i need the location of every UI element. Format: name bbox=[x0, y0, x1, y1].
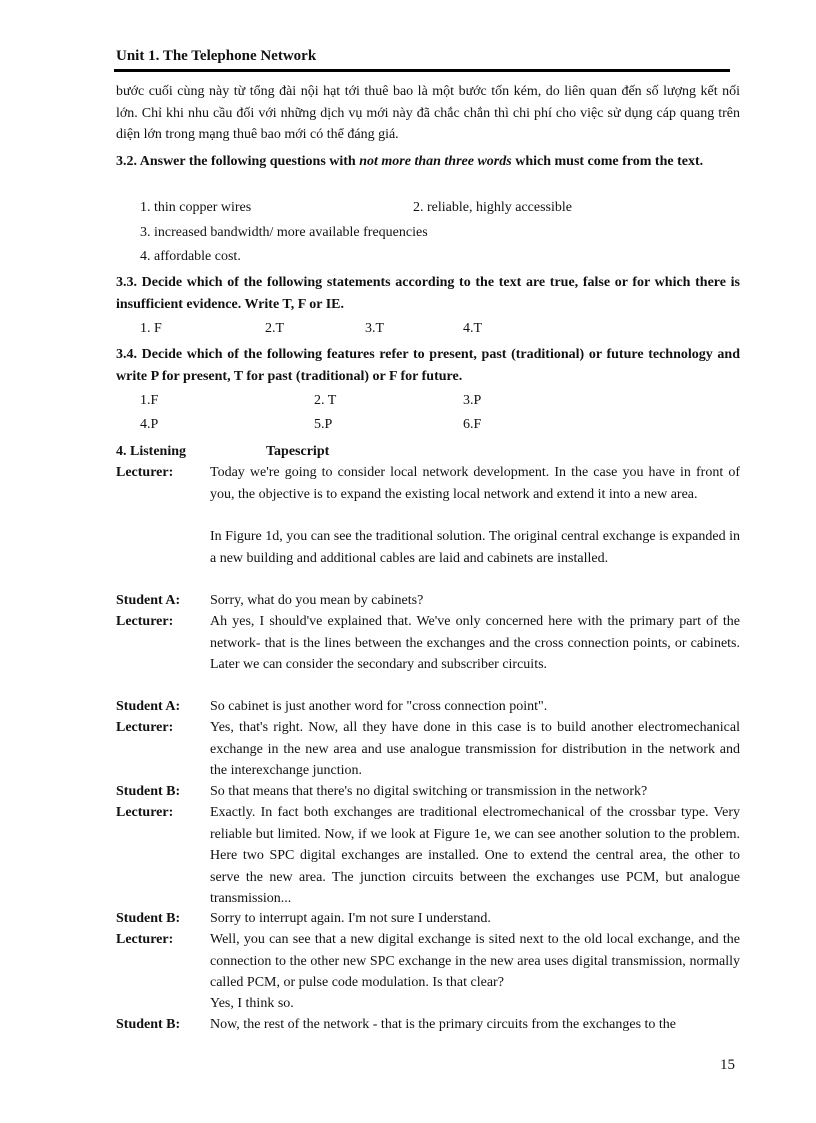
dialogue-speaker: Student B: bbox=[116, 1017, 181, 1032]
section-3-2-heading-end: which must come from the text. bbox=[511, 154, 704, 169]
dialogue-speaker: Lecturer: bbox=[116, 465, 174, 480]
section-3-4-heading: 3.4. Decide which of the following features refer to present, past (traditional) or future technology and write P for present, T for past (traditional) or F for future. bbox=[116, 347, 740, 384]
dialogue-speaker: Student B: bbox=[116, 784, 181, 799]
intro-paragraph: bước cuối cùng này từ tổng đài nội hạt tới thuê bao là một bước tốn kém, do liên quan đến số lượng kết nối lớn. Chỉ khi nhu cầu đối với những dịch vụ mới này đã chắc chắn thì chi phí cho việc sử dụng cáp quang trên diện lớn trong mạng thuê bao mới có thể đáng giá. bbox=[116, 84, 740, 142]
answer-3-4-6: 6.F bbox=[463, 417, 482, 432]
dialogue-line: Yes, I think so. bbox=[210, 996, 294, 1011]
dialogue-line: In Figure 1d, you can see the traditional solution. The original central exchange is expanded in a new building and additional cables are laid and cabinets are installed. bbox=[210, 529, 740, 566]
dialogue-line: Well, you can see that a new digital exchange is sited next to the old local exchange, and the connection to the other new SPC exchange in the new area uses digital transmission, normally called PCM, or pulse code modulation. Is that clear? bbox=[210, 932, 740, 990]
dialogue-line: Now, the rest of the network - that is the primary circuits from the exchanges to the bbox=[210, 1017, 677, 1032]
answer-3-4-2: 2. T bbox=[314, 393, 337, 408]
dialogue-speaker: Lecturer: bbox=[116, 720, 174, 735]
section-3-2-heading-start: 3.2. Answer the following questions with bbox=[116, 154, 360, 169]
tapescript-heading: Tapescript bbox=[266, 444, 330, 459]
listening-heading: 4. Listening bbox=[116, 444, 187, 459]
answer-3-3-2: 2.T bbox=[265, 321, 285, 336]
answer-3-3-3: 3.T bbox=[365, 321, 385, 336]
answer-3-4-3: 3.P bbox=[463, 393, 482, 408]
answer-3-2-3: 3. increased bandwidth/ more available frequencies bbox=[140, 225, 428, 240]
dialogue-line: Today we're going to consider local network development. In the case you have in front of you, the objective is to expand the existing local network and extend it into a new area. bbox=[210, 465, 740, 502]
dialogue-line: So that means that there's no digital switching or transmission in the network? bbox=[210, 784, 648, 799]
dialogue-speaker: Student B: bbox=[116, 911, 181, 926]
dialogue-speaker: Student A: bbox=[116, 593, 181, 608]
answer-3-4-1: 1.F bbox=[140, 393, 159, 408]
answer-3-3-1: 1. F bbox=[140, 321, 162, 336]
header-rule bbox=[114, 69, 730, 72]
answer-3-3-4: 4.T bbox=[463, 321, 483, 336]
dialogue-line: Ah yes, I should've explained that. We've only concerned here with the primary part of the network- that is the lines between the exchanges and the cross connection points, or cabinets. Later we can consider the secondary and subscriber circuits. bbox=[210, 614, 740, 672]
dialogue-speaker: Student A: bbox=[116, 699, 181, 714]
answer-3-2-1: 1. thin copper wires bbox=[140, 200, 252, 215]
dialogue-line: Exactly. In fact both exchanges are traditional electromechanical of the crossbar type. Very reliable but limited. Now, if we look at Figure 1e, we can see another solution to the problem. Here two SPC digital exchanges are installed. One to extend the central area, the other to serve the new area. The junction circuits between the exchanges use PCM, but analogue transmission... bbox=[210, 805, 740, 906]
section-3-2-heading bbox=[116, 151, 740, 173]
answer-3-4-5: 5.P bbox=[314, 417, 333, 432]
dialogue-line: Sorry, what do you mean by cabinets? bbox=[210, 593, 424, 608]
dialogue-line: Yes, that's right. Now, all they have done in this case is to build another electromechanical exchange in the new area and use analogue transmission for distribution in the network and the interexchange junction. bbox=[210, 720, 740, 778]
dialogue-line: So cabinet is just another word for "cross connection point". bbox=[210, 699, 548, 714]
page-header: Unit 1. The Telephone Network bbox=[116, 48, 317, 64]
answer-3-2-2: 2. reliable, highly accessible bbox=[413, 200, 572, 215]
dialogue-line: Sorry to interrupt again. I'm not sure I understand. bbox=[210, 911, 491, 926]
section-3-2-heading-emphasis: not more than three words bbox=[359, 154, 512, 169]
dialogue-speaker: Lecturer: bbox=[116, 805, 174, 820]
answer-3-2-4: 4. affordable cost. bbox=[140, 249, 241, 264]
page-number: 15 bbox=[720, 1057, 735, 1073]
dialogue-speaker: Lecturer: bbox=[116, 932, 174, 947]
answer-3-4-4: 4.P bbox=[140, 417, 159, 432]
dialogue-speaker: Lecturer: bbox=[116, 614, 174, 629]
section-3-3-heading: 3.3. Decide which of the following statements according to the text are true, false or for which there is insufficient evidence. Write T, F or IE. bbox=[116, 275, 740, 312]
